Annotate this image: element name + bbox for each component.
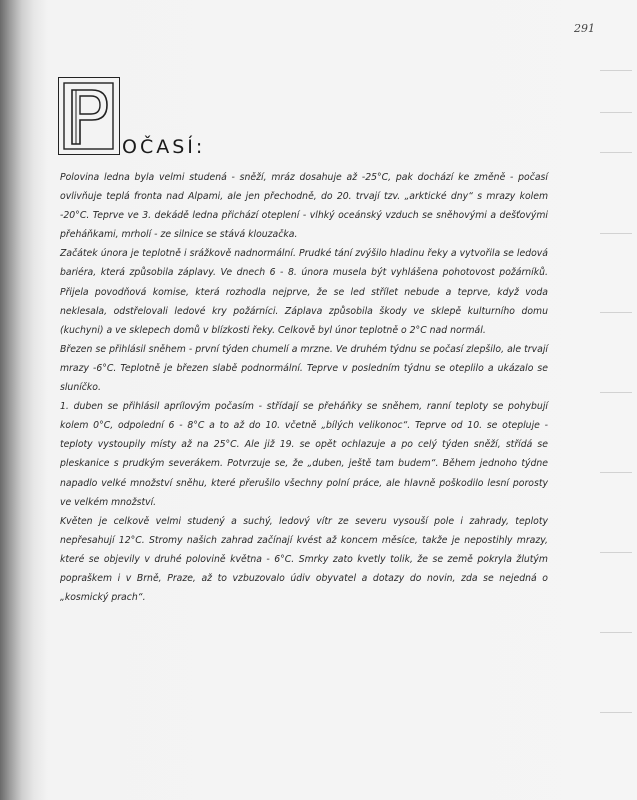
drop-cap-box [58, 77, 120, 155]
paragraph-april: 1. duben se přihlásil aprílovým počasím - střídají se přeháňky se sněhem, ranní teploty se pohybují kolem 0°C, odpolední 6 - 8°C a to až do 10. včetně „bílých velikonoc“. Teprve od 10. se otepluje - teploty vystoupily místy až na 25°C. Ale již 19. se opět ochlazuje a po celý týden sněží, střídá se pleskanice s prudkým severákem. Potvrzuje se, že „duben, ještě tam budem“. Během jednoho týdne napadlo velké množství sněhu, které přerušilo všechny polní práce, ale hlavně poškodilo lesní porosty ve velkém množství. [60, 401, 548, 508]
faint-ruled-line [600, 392, 632, 393]
paragraph-march: Březen se přihlásil sněhem - první týden chumelí a mrzne. Ve druhém týdnu se počasí zlepšilo, ale trvají mrazy -6°C. Teplotně je březen slabě podnormální. Teprve v posledním týdnu se oteplilo a ukázalo se sluníčko. [60, 343, 548, 394]
faint-ruled-line [600, 152, 632, 153]
faint-ruled-line [600, 632, 632, 633]
handwritten-body [60, 168, 548, 607]
faint-ruled-line [600, 712, 632, 713]
paragraph-february: Začátek února je teplotně i srážkově nadnormální. Prudké tání zvýšilo hladinu řeky a vytvořila se ledová bariéra, která způsobila záplavy. Ve dnech 6 - 8. února musela být vyhlášena pohotovost požárníků. Přijela povodňová komise, která rozhodla nejprve, že se led střílet nebude a teprve, když voda neklesala, odstřelovali ledové kry požárníci. Záplava způsobila škody ve sklepě kulturního domu (kuchyni) a ve sklepech domů v blízkosti řeky. Celkově byl únor teplotně o 2°C nad normál. [60, 248, 548, 336]
faint-ruled-line [600, 112, 632, 113]
faint-ruled-line [600, 312, 632, 313]
title-text: OČASÍ: [122, 136, 206, 158]
faint-ruled-line [600, 552, 632, 553]
page-number: 291 [574, 22, 595, 35]
faint-ruled-line [600, 472, 632, 473]
paragraph-may: Květen je celkově velmi studený a suchý, ledový vítr ze severu vysouší pole i zahrady, teploty nepřesahují 12°C. Stromy našich zahrad začínají kvést až koncem měsíce, takže je nepostihly mrazy, které se objevily v druhé polovině května - 6°C. Smrky zato kvetly tolik, že se země pokryla žlutým popraškem i v Brně, Praze, až to vzbuzovalo údiv obyvatel a dotazy do novin, zda se nejedná o „kosmický prach“. [60, 515, 548, 604]
paragraph-january: Polovina ledna byla velmi studená - sněží, mráz dosahuje až -25°C, pak dochází ke změně - počasí ovlivňuje teplá fronta nad Alpami, ale jen přechodně, do 20. trvají tzv. „arktické dny“ s mrazy kolem -20°C. Teprve ve 3. dekádě ledna přichází oteplení - vlhký oceánský vzduch se sněhovými a dešťovými přeháňkami, mrholí - ze silnice se stává klouzačka. [60, 172, 548, 241]
drop-cap-letter-p [59, 78, 121, 156]
faint-ruled-line [600, 70, 632, 71]
faint-ruled-line [600, 233, 632, 234]
